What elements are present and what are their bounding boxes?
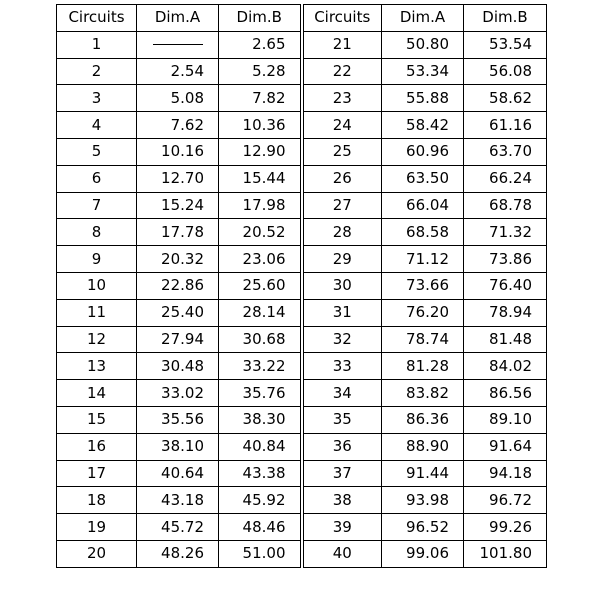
circuits-cell: 18 — [57, 487, 137, 514]
circuits-cell: 24 — [302, 112, 382, 139]
header-circuits: Circuits — [57, 5, 137, 32]
circuits-cell: 11 — [57, 299, 137, 326]
circuits-cell: 2 — [57, 58, 137, 85]
dim-a-cell: 60.96 — [382, 138, 464, 165]
dim-b-cell: 45.92 — [219, 487, 302, 514]
dim-a-cell: 48.26 — [137, 540, 219, 567]
table-row — [57, 112, 547, 139]
circuits-cell: 13 — [57, 353, 137, 380]
circuits-cell: 4 — [57, 112, 137, 139]
table-body — [57, 31, 547, 567]
circuits-cell: 28 — [302, 219, 382, 246]
dim-a-cell: 7.62 — [137, 112, 219, 139]
circuits-cell: 37 — [302, 460, 382, 487]
dim-a-cell: 25.40 — [137, 299, 219, 326]
dim-b-cell: 7.82 — [219, 85, 302, 112]
table-row — [57, 514, 547, 541]
dim-b-cell: 15.44 — [219, 165, 302, 192]
table-row — [57, 58, 547, 85]
circuits-cell: 5 — [57, 138, 137, 165]
dim-b-cell: 96.72 — [464, 487, 547, 514]
circuits-cell: 14 — [57, 380, 137, 407]
circuits-cell: 32 — [302, 326, 382, 353]
dim-b-cell: 2.65 — [219, 31, 302, 58]
dim-a-cell: 96.52 — [382, 514, 464, 541]
dim-a-cell: 2.54 — [137, 58, 219, 85]
circuits-cell: 6 — [57, 165, 137, 192]
dim-b-cell: 12.90 — [219, 138, 302, 165]
circuits-cell: 8 — [57, 219, 137, 246]
table-row — [57, 460, 547, 487]
table-row — [57, 192, 547, 219]
dim-b-cell: 94.18 — [464, 460, 547, 487]
dim-a-cell: 91.44 — [382, 460, 464, 487]
dim-a-cell: 22.86 — [137, 272, 219, 299]
dim-b-cell: 61.16 — [464, 112, 547, 139]
dim-a-cell: 33.02 — [137, 380, 219, 407]
dim-a-cell — [137, 31, 219, 58]
dim-a-cell: 66.04 — [382, 192, 464, 219]
circuits-cell: 19 — [57, 514, 137, 541]
dim-b-cell: 10.36 — [219, 112, 302, 139]
dim-a-cell: 30.48 — [137, 353, 219, 380]
circuits-cell: 21 — [302, 31, 382, 58]
dim-a-cell: 17.78 — [137, 219, 219, 246]
table-row — [57, 406, 547, 433]
table-row — [57, 433, 547, 460]
dim-a-cell: 35.56 — [137, 406, 219, 433]
table-row — [57, 487, 547, 514]
circuits-cell: 12 — [57, 326, 137, 353]
dim-b-cell: 58.62 — [464, 85, 547, 112]
circuits-cell: 27 — [302, 192, 382, 219]
dim-b-cell: 51.00 — [219, 540, 302, 567]
table-row — [57, 353, 547, 380]
dim-a-cell: 50.80 — [382, 31, 464, 58]
dim-b-cell: 48.46 — [219, 514, 302, 541]
circuits-cell: 3 — [57, 85, 137, 112]
header-row — [57, 5, 547, 32]
table-row — [57, 326, 547, 353]
table-row — [57, 219, 547, 246]
dim-b-cell: 33.22 — [219, 353, 302, 380]
dim-b-cell: 43.38 — [219, 460, 302, 487]
dim-b-cell: 25.60 — [219, 272, 302, 299]
dim-a-cell: 53.34 — [382, 58, 464, 85]
circuits-cell: 31 — [302, 299, 382, 326]
dim-a-cell: 63.50 — [382, 165, 464, 192]
circuits-cell: 22 — [302, 58, 382, 85]
dim-a-cell: 12.70 — [137, 165, 219, 192]
circuits-cell: 9 — [57, 246, 137, 273]
dim-a-cell: 81.28 — [382, 353, 464, 380]
dim-b-cell: 101.80 — [464, 540, 547, 567]
dim-a-cell: 86.36 — [382, 406, 464, 433]
circuits-cell: 26 — [302, 165, 382, 192]
dim-a-cell: 27.94 — [137, 326, 219, 353]
table-row — [57, 31, 547, 58]
table-row — [57, 246, 547, 273]
table-row — [57, 272, 547, 299]
circuits-cell: 7 — [57, 192, 137, 219]
dim-a-cell: 99.06 — [382, 540, 464, 567]
circuits-cell: 25 — [302, 138, 382, 165]
circuits-cell: 10 — [57, 272, 137, 299]
dim-a-cell: 78.74 — [382, 326, 464, 353]
dim-b-cell: 66.24 — [464, 165, 547, 192]
circuits-cell: 39 — [302, 514, 382, 541]
dim-b-cell: 84.02 — [464, 353, 547, 380]
dim-a-cell: 45.72 — [137, 514, 219, 541]
circuits-cell: 1 — [57, 31, 137, 58]
circuits-cell: 17 — [57, 460, 137, 487]
dim-a-cell: 71.12 — [382, 246, 464, 273]
dim-b-cell: 17.98 — [219, 192, 302, 219]
dim-b-cell: 40.84 — [219, 433, 302, 460]
dim-a-cell: 73.66 — [382, 272, 464, 299]
dim-b-cell: 30.68 — [219, 326, 302, 353]
dim-b-cell: 71.32 — [464, 219, 547, 246]
dim-a-cell: 43.18 — [137, 487, 219, 514]
circuits-cell: 30 — [302, 272, 382, 299]
dim-a-cell: 38.10 — [137, 433, 219, 460]
dim-b-cell: 68.78 — [464, 192, 547, 219]
circuits-cell: 36 — [302, 433, 382, 460]
dim-b-cell: 78.94 — [464, 299, 547, 326]
dim-b-cell: 81.48 — [464, 326, 547, 353]
header-circuits: Circuits — [302, 5, 382, 32]
circuits-cell: 20 — [57, 540, 137, 567]
dim-a-cell: 83.82 — [382, 380, 464, 407]
dim-b-cell: 99.26 — [464, 514, 547, 541]
dim-a-cell: 20.32 — [137, 246, 219, 273]
circuits-cell: 40 — [302, 540, 382, 567]
circuits-cell: 15 — [57, 406, 137, 433]
dim-a-cell: 40.64 — [137, 460, 219, 487]
dim-a-cell: 10.16 — [137, 138, 219, 165]
circuits-cell: 23 — [302, 85, 382, 112]
dim-a-cell: 5.08 — [137, 85, 219, 112]
dim-a-cell: 68.58 — [382, 219, 464, 246]
dimension-table — [56, 4, 547, 568]
dim-a-cell: 15.24 — [137, 192, 219, 219]
dim-b-cell: 23.06 — [219, 246, 302, 273]
dim-b-cell: 76.40 — [464, 272, 547, 299]
dim-a-cell: 55.88 — [382, 85, 464, 112]
dim-b-cell: 53.54 — [464, 31, 547, 58]
dim-b-cell: 28.14 — [219, 299, 302, 326]
circuits-cell: 33 — [302, 353, 382, 380]
dim-a-cell: 93.98 — [382, 487, 464, 514]
dim-a-cell: 76.20 — [382, 299, 464, 326]
dim-b-cell: 89.10 — [464, 406, 547, 433]
table-header — [57, 5, 547, 32]
dim-a-cell: 88.90 — [382, 433, 464, 460]
header-dim-a: Dim.A — [137, 5, 219, 32]
dim-b-cell: 73.86 — [464, 246, 547, 273]
table-row — [57, 138, 547, 165]
header-dim-b: Dim.B — [219, 5, 302, 32]
dim-b-cell: 63.70 — [464, 138, 547, 165]
circuits-cell: 16 — [57, 433, 137, 460]
table-row — [57, 380, 547, 407]
dim-b-cell: 35.76 — [219, 380, 302, 407]
dim-b-cell: 5.28 — [219, 58, 302, 85]
circuits-cell: 34 — [302, 380, 382, 407]
dim-b-cell: 56.08 — [464, 58, 547, 85]
header-dim-a: Dim.A — [382, 5, 464, 32]
table-row — [57, 165, 547, 192]
empty-dash — [153, 44, 203, 45]
dim-a-cell: 58.42 — [382, 112, 464, 139]
table-row — [57, 85, 547, 112]
circuits-cell: 38 — [302, 487, 382, 514]
circuits-cell: 29 — [302, 246, 382, 273]
circuits-cell: 35 — [302, 406, 382, 433]
table-row — [57, 299, 547, 326]
dim-b-cell: 91.64 — [464, 433, 547, 460]
dim-b-cell: 86.56 — [464, 380, 547, 407]
header-dim-b: Dim.B — [464, 5, 547, 32]
dim-b-cell: 38.30 — [219, 406, 302, 433]
table-row — [57, 540, 547, 567]
dim-b-cell: 20.52 — [219, 219, 302, 246]
